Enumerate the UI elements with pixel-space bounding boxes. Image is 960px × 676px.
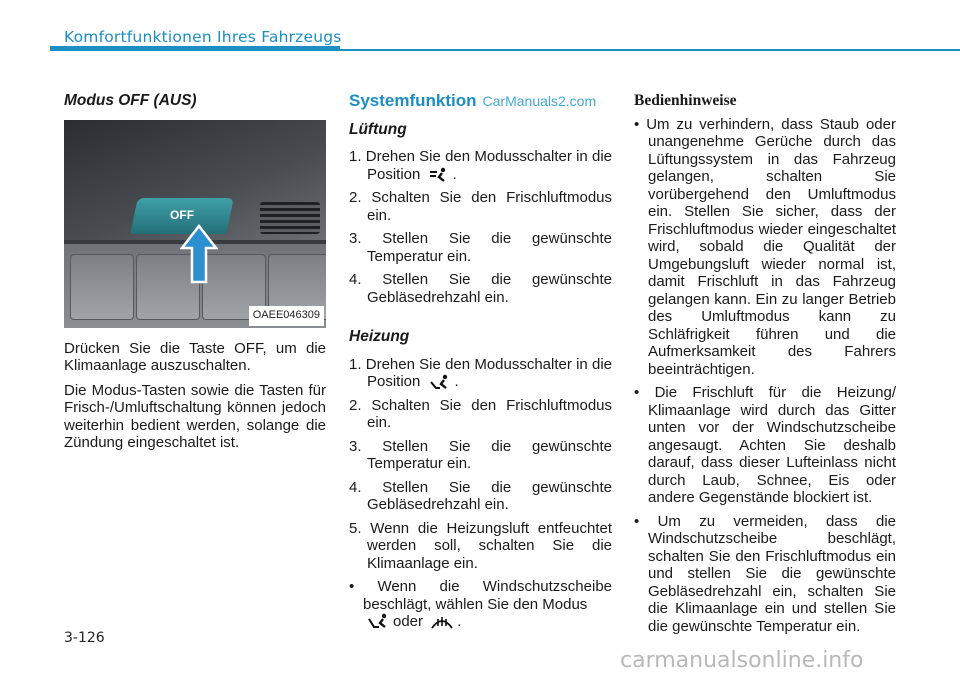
footer-watermark: carmanualsonline.info xyxy=(620,648,864,673)
off-button-photo: OFF xyxy=(130,198,234,234)
list-item: 1. Drehen Sie den Modusschalter in die Position . xyxy=(349,148,612,183)
header-rule xyxy=(50,49,960,51)
list-item: 1. Drehen Sie den Modusschalter in die Position . xyxy=(349,355,612,390)
paragraph: Drücken Sie die Taste OFF, um die Klimaanlage auszuschalten. xyxy=(64,339,326,374)
list-item: 3. Stellen Sie die gewünschte Temperatur ein. xyxy=(349,437,612,472)
vent-grille xyxy=(260,202,320,234)
photo-caption: OAEE046309 xyxy=(249,306,324,326)
list-item: 2. Schalten Sie den Frischluftmodus ein. xyxy=(349,189,612,224)
list-item: • Um zu verhindern, dass Staub oder unangenehme Gerüche durch das Lüftungssystem in das Fahrzeug gelangen, schalten Sie vorübergehend den Umluftmodus ein. Stellen Sie sicher, dass der Frischluftmodus wieder eingeschaltet wird, sobald die Qualität der Umgebungsluft wieder normal ist, damit Frischluft in das Fahrzeug gelangen kann. Ein zu langer Betrieb des Umluftmodus kann zu Schläfrigkeit führen und die Aufmerksamkeit des Fahrers beeinträchtigen. xyxy=(634,115,896,378)
list-item: • Die Frischluft für die Heizung/ Klimaanlage wird durch das Gitter unten vor der Windschutzscheibe angesaugt. Achten Sie deshalb darauf, dass dieser Lufteinlass nicht durch Laub, Schnee, Eis oder andere Gegenstände blockiert ist. xyxy=(634,384,896,506)
header-title: Komfortfunktionen Ihres Fahrzeugs xyxy=(64,28,342,46)
list-item: 5. Wenn die Heizungsluft entfeuchtet werden soll, schalten Sie die Klimaanlage ein. xyxy=(349,519,613,572)
list-item: 2. Schalten Sie den Frischluftmodus ein. xyxy=(349,396,612,431)
list-item: 4. Stellen Sie die gewünschte Gebläsedrehzahl ein. xyxy=(349,478,612,513)
section-title: Systemfunktion xyxy=(349,91,477,110)
paragraph: Die Modus-Tasten sowie die Tasten für Frisch-/Umluftschaltung können jedoch weiterhin bedient werden, solange die Zündung eingeschaltet ist. xyxy=(64,381,326,451)
heading-bedienhinweise: Bedienhinweise xyxy=(634,92,737,109)
column-right xyxy=(634,92,896,641)
list-item: • Wenn die Windschutzscheibe beschlägt, wählen Sie den Modus oder . xyxy=(349,578,612,630)
face-vent-mode-icon xyxy=(428,167,450,183)
list-item: • Um zu vermeiden, dass die Windschutzscheibe beschlägt, schalten Sie den Frischluftmodus ein und stellen Sie die gewünschte Gebläsedrehzahl ein, schalten Sie die Klimaanlage ein und stellen Sie die gewünschte Temperatur ein. xyxy=(634,512,896,635)
climate-panel-photo xyxy=(64,120,326,328)
floor-vent-mode-icon xyxy=(428,374,452,390)
watermark: CarManuals2.com xyxy=(482,93,597,109)
heading-modus-off: Modus OFF (AUS) xyxy=(64,92,197,109)
heading-lueftung: Lüftung xyxy=(349,120,407,138)
column-middle xyxy=(349,92,612,637)
page-number: 3-126 xyxy=(64,630,105,646)
heading-heizung: Heizung xyxy=(349,328,410,345)
arrow-up-icon xyxy=(180,224,218,284)
column-left xyxy=(64,92,326,459)
defrost-mode-icon xyxy=(430,613,454,631)
floor-defrost-mode-icon xyxy=(366,613,390,631)
list-item: 4. Stellen Sie die gewünschte Gebläsedrehzahl ein. xyxy=(349,271,612,306)
list-item: 3. Stellen Sie die gewünschte Temperatur ein. xyxy=(349,230,612,265)
